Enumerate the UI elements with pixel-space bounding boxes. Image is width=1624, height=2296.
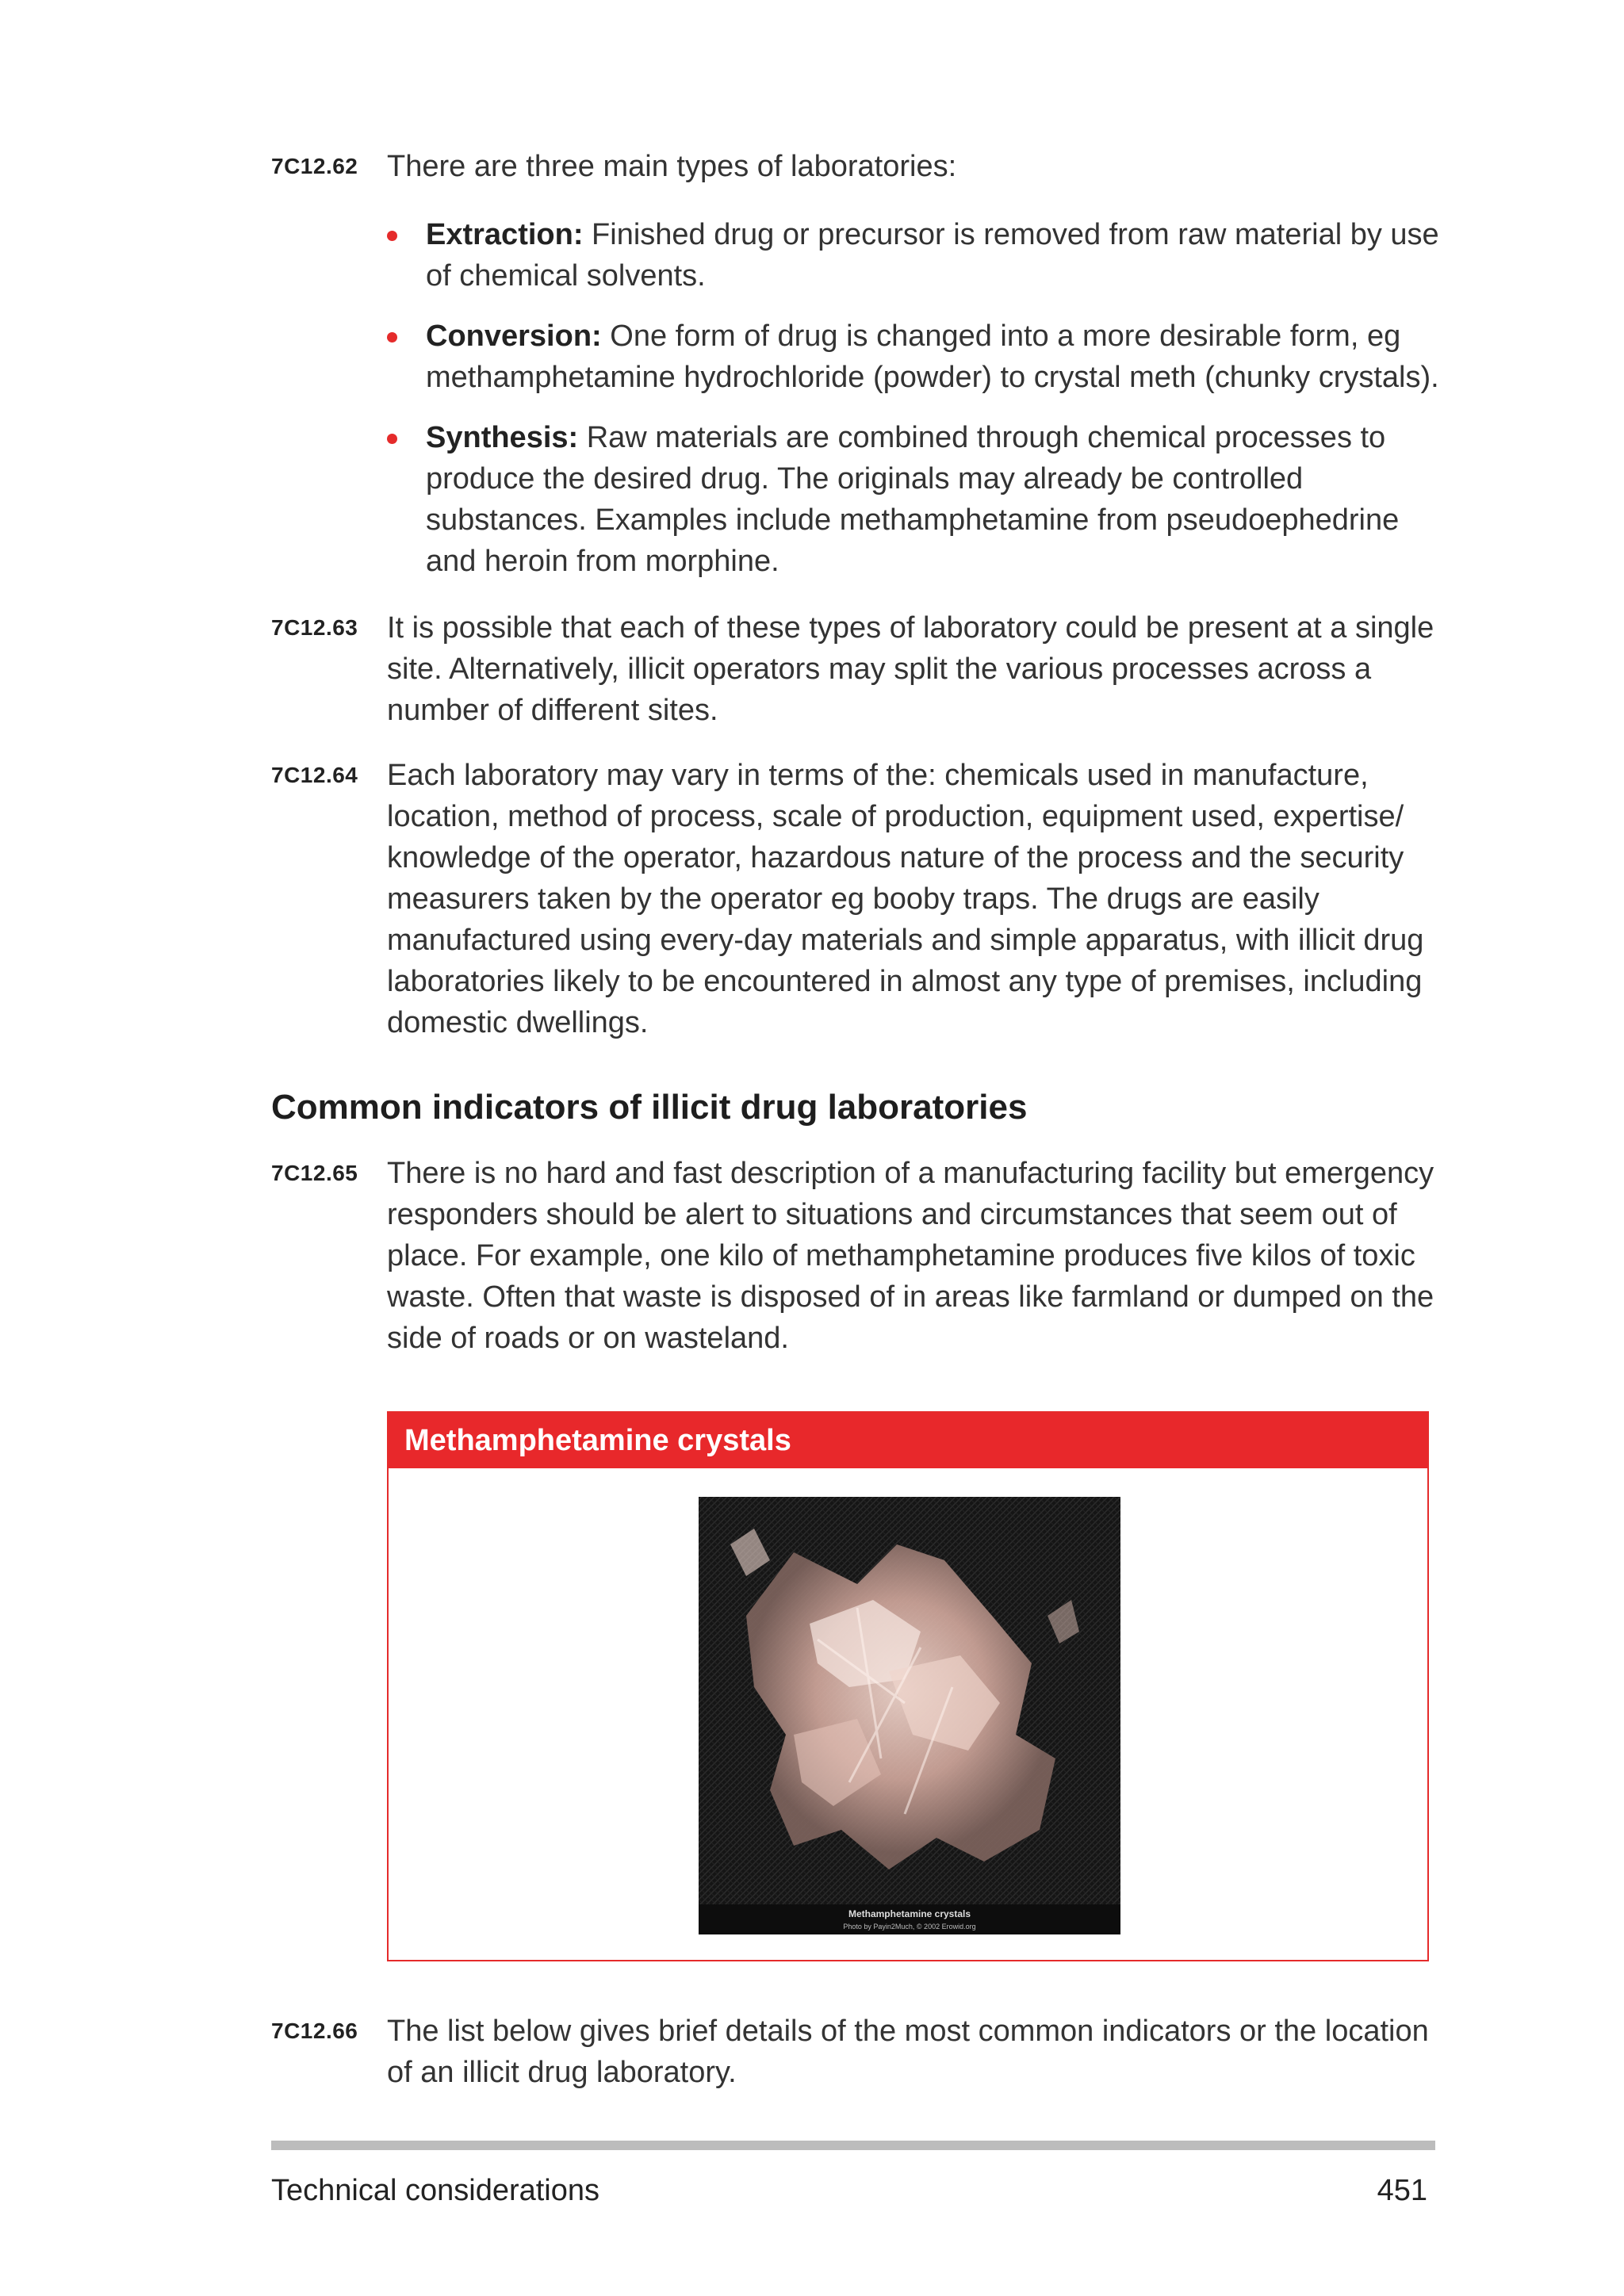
bullet-icon [387, 231, 397, 241]
page-number: 451 [1377, 2174, 1427, 2207]
lab-types-list [387, 214, 1442, 601]
paragraph-7c12-64 [271, 755, 1437, 1043]
crystals-image [699, 1497, 1120, 1934]
paragraph-number: 7C12.64 [271, 763, 358, 787]
paragraph-text: There is no hard and fast description of a manufacturing facility but emergency responders should be alert to situations and circumstances that seem out of place. For example, one kilo of methamphetamine produces five kilos of toxic waste. Often that waste is disposed of in areas like farmland or dumped on the side of roads or on wasteland. [387, 1157, 1434, 1355]
paragraph-text: It is possible that each of these types of laboratory could be present at a single site. Alternatively, illicit operators may split the various processes across a number of different sites. [387, 611, 1434, 727]
bullet-text: Finished drug or precursor is removed from raw material by use of chemical solvents. [426, 218, 1439, 293]
paragraph-number: 7C12.62 [271, 154, 358, 178]
paragraph-number: 7C12.66 [271, 2019, 358, 2043]
section-heading: Common indicators of illicit drug laboratories [271, 1088, 1028, 1127]
paragraph-7c12-65 [271, 1153, 1437, 1359]
figure-box [387, 1411, 1429, 1961]
figure-title: Methamphetamine crystals [389, 1413, 1427, 1468]
bullet-icon [387, 434, 397, 444]
paragraph-text: Each laboratory may vary in terms of the: chemicals used in manufacture, location, method of process, scale of production, equipment used, expertise/ knowledge of the operator, hazardous nature of the process and the security measurers taken by the operator eg booby traps. The drugs are easily manufactured using every-day materials and simple apparatus, with illicit drug laboratories likely to be encountered in almost any type of premises, including domestic dwellings. [387, 759, 1424, 1039]
paragraph-text: The list below gives brief details of the most common indicators or the location of an illicit drug laboratory. [387, 2015, 1429, 2089]
list-item [387, 316, 1442, 398]
paragraph-7c12-63 [271, 607, 1437, 731]
paragraph-number: 7C12.65 [271, 1161, 358, 1185]
bullet-text: One form of drug is changed into a more desirable form, eg methamphetamine hydrochloride (powder) to crystal meth (chunky crystals). [426, 320, 1439, 394]
paragraph-number: 7C12.63 [271, 615, 358, 640]
list-item [387, 214, 1442, 297]
bullet-icon [387, 332, 397, 342]
paragraph-7c12-62 [271, 146, 1437, 187]
bullet-term: Synthesis: [426, 421, 579, 454]
photo-caption: Methamphetamine crystals [848, 1908, 971, 1919]
paragraph-text: There are three main types of laboratories: [387, 150, 957, 183]
bullet-term: Extraction: [426, 218, 584, 251]
crystals-photo [699, 1497, 1120, 1934]
bullet-term: Conversion: [426, 320, 602, 353]
footer-divider [271, 2141, 1435, 2150]
list-item [387, 417, 1442, 582]
photo-credit: Photo by Payin2Much, © 2002 Erowid.org [843, 1923, 976, 1931]
paragraph-7c12-66 [271, 2011, 1437, 2093]
bullet-text: Raw materials are combined through chemical processes to produce the desired drug. The originals may already be controlled substances. Examples include methamphetamine from pseudoephedrine and heroin from morphine. [426, 421, 1400, 578]
footer-section-title: Technical considerations [271, 2174, 600, 2207]
